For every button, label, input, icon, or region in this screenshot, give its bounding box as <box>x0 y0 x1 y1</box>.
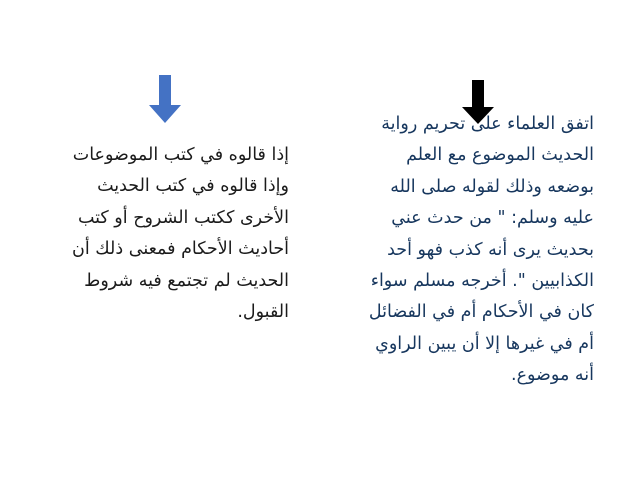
text-line: الأخرى ككتب الشروح أو كتب <box>77 207 289 228</box>
text-line: أم في غيرها إلا أن يبين الراوي <box>375 333 594 354</box>
text-line: اتفق العلماء على تحريم رواية <box>381 114 594 134</box>
right-text-block <box>342 109 594 392</box>
text-line: الحديث الموضوع مع العلم <box>406 145 594 166</box>
text-line: بحديث يرى أنه كذب فهو أحد <box>387 239 594 260</box>
text-line: أحاديث الأحكام فمعنى ذلك أن <box>72 239 289 260</box>
text-line: الحديث لم تجتمع فيه شروط <box>84 270 289 291</box>
text-line: إذا قالوه في كتب الموضوعات <box>72 145 289 165</box>
text-line: كان في الأحكام أم في الفضائل <box>368 302 594 323</box>
arrow-down-icon <box>149 75 181 123</box>
text-line: الكذابيين ". أخرجه مسلم سواء <box>370 271 594 292</box>
text-line: وإذا قالوه في كتب الحديث <box>97 176 289 197</box>
left-text-block <box>34 140 289 328</box>
text-line: أنه موضوع. <box>511 365 594 386</box>
text-line: القبول. <box>237 302 289 323</box>
text-line: عليه وسلم: " من حدث عني <box>391 208 594 229</box>
arrow-down-icon-shape <box>149 75 181 123</box>
text-line: بوضعه وذلك لقوله صلى الله <box>390 176 594 197</box>
